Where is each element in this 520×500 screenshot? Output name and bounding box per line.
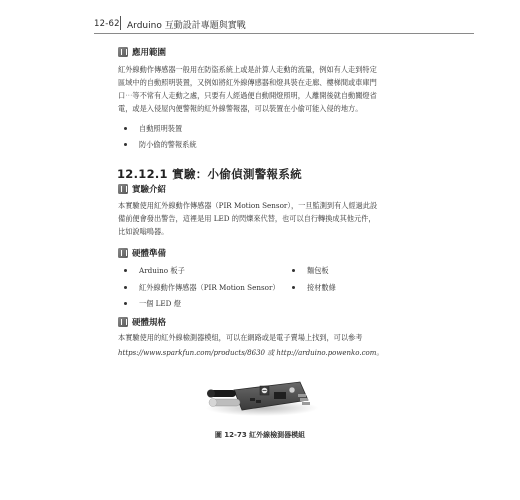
list-item	[124, 283, 280, 293]
section-marker-icon	[118, 317, 128, 327]
list-item	[292, 283, 336, 293]
intro-heading	[118, 183, 166, 195]
bullet-icon	[124, 269, 127, 272]
list-item-text: 麵包板	[307, 266, 329, 275]
paragraph-line: 本實驗使用的紅外線檢測器模組，可以在網路或是電子賣場上找到，可以參考	[118, 333, 363, 342]
header-rule	[94, 33, 474, 34]
list-item	[292, 266, 329, 276]
bullet-icon	[292, 286, 295, 289]
bullet-icon	[292, 269, 295, 272]
application-heading-text: 應用範圍	[132, 48, 167, 58]
paragraph-line: 紅外線動作傳感器一般用在防盜系統上或是計算人走動的流量，例如有人走到特定	[118, 65, 377, 74]
list-item-text: 接材數條	[307, 283, 336, 292]
application-paragraph	[118, 63, 418, 115]
section-marker-icon	[118, 184, 128, 194]
list-item	[124, 266, 185, 276]
book-title: Arduino 互動設計專題與實戰	[127, 21, 246, 31]
bullet-icon	[124, 302, 127, 305]
list-item-text: 防小偷的警報系統	[139, 140, 197, 149]
paragraph-line: 電，或是入侵屋內便警報的紅外線警報器，可以裝置在小偷可能入侵的地方。	[118, 104, 363, 113]
reference-links: https://www.sparkfun.com/products/8630 或 http://arduino.powenko.com。	[118, 349, 384, 357]
page-number: 12-62	[94, 19, 120, 29]
section-title: 12.12.1 實驗：小偷偵測警報系統	[117, 167, 302, 181]
list-item	[124, 299, 181, 309]
intro-paragraph	[118, 199, 418, 238]
hardware-heading-text: 硬體準備	[132, 249, 167, 259]
bullet-icon	[124, 286, 127, 289]
application-heading	[118, 46, 166, 58]
paragraph-line: 口⋯等不常有人走動之處，只要有人經過便自動開燈照明，人離開後就自動關燈省	[118, 91, 377, 100]
specs-heading-text: 硬體規格	[132, 318, 167, 328]
section-marker-icon	[118, 248, 128, 258]
list-item	[124, 124, 182, 134]
paragraph-line: 備前便會發出警告，這裡是用 LED 的閃爍來代替，也可以自行轉換成其他元件，	[118, 214, 376, 223]
hardware-heading	[118, 247, 166, 259]
bullet-icon	[124, 143, 127, 146]
specs-heading	[118, 316, 166, 328]
bullet-icon	[124, 127, 127, 130]
list-item-text: Arduino 板子	[139, 266, 185, 275]
list-item	[124, 140, 197, 150]
ir-sensor-module-photo	[196, 364, 324, 420]
figure-caption: 圖 12-73 紅外線檢測器模組	[214, 431, 306, 439]
intro-heading-text: 實驗介紹	[132, 185, 167, 195]
list-item-text: 紅外線動作傳感器（PIR Motion Sensor）	[139, 283, 280, 292]
paragraph-line: 區域中的自動照明裝置，又例如將紅外線傳感器和燈具裝在走廊、樓梯間或車庫門	[118, 78, 377, 87]
paragraph-line: 本實驗使用紅外線動作傳感器（PIR Motion Sensor），一旦監測到有人經過此設	[118, 201, 378, 210]
page-header	[94, 10, 474, 38]
header-divider	[120, 16, 121, 30]
specs-paragraph	[118, 331, 418, 344]
list-item-text: 自動照明裝置	[139, 124, 183, 133]
section-marker-icon	[118, 47, 128, 57]
list-item-text: 一個 LED 燈	[139, 299, 181, 308]
paragraph-line: 比如說嗡鳴器。	[118, 227, 169, 236]
